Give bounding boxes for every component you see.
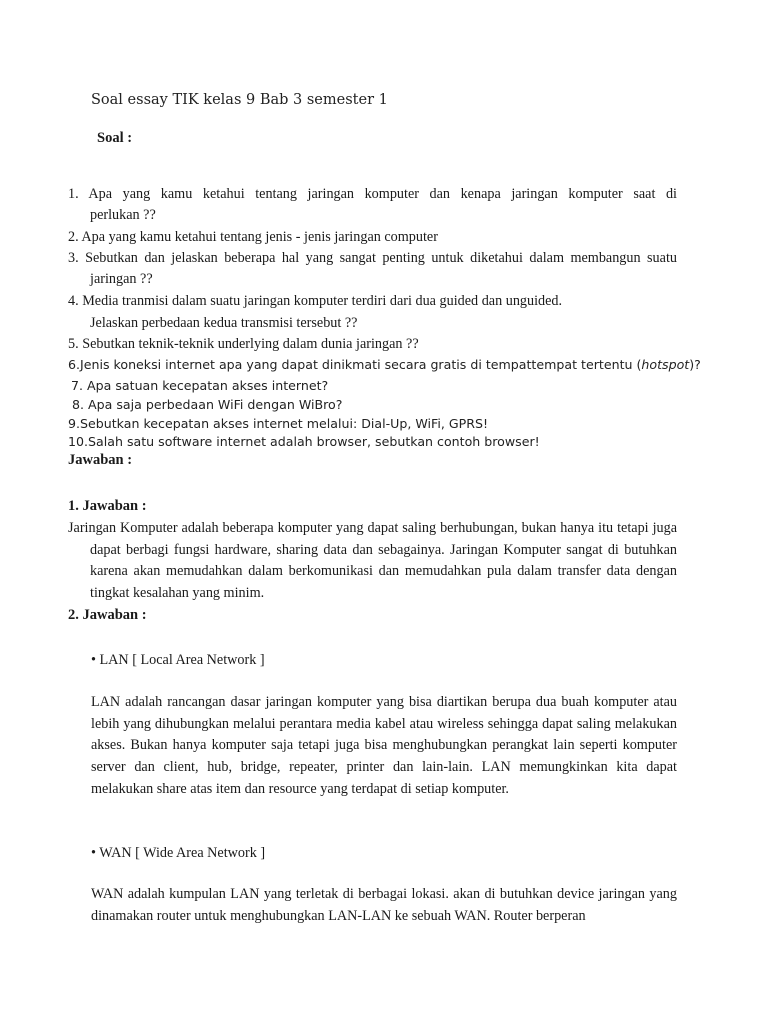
answer-2-heading: 2. Jawaban : <box>68 607 147 623</box>
soal-label: Soal : <box>97 130 133 146</box>
question-1 <box>68 184 677 226</box>
question-3-line-2: jaringan ?? <box>90 271 153 287</box>
question-10: 10.Salah satu software internet adalah browser, sebutkan contoh browser! <box>68 434 540 449</box>
lan-description: LAN adalah rancangan dasar jaringan komputer yang bisa diartikan berupa dua buah komputer atau lebih yang dihubungkan melalui perantara media kabel atau wireless sehingga dapat saling melakukan akses. Bukan hanya komputer saja tetapi juga bisa menghubungkan perangkat lain seperti komputer server dan client, hub, bridge, repeater, printer dan lain-lain. LAN memungkinkan kita dapat melakukan share atas item dan resource yang terdapat di setiap komputer. <box>91 694 677 797</box>
question-6 <box>68 354 701 375</box>
wan-bullet: • WAN [ Wide Area Network ] <box>91 845 266 861</box>
answer-1-body: Jaringan Komputer adalah beberapa komputer yang dapat saling berhubungan, bukan hanya itu tetapi juga dapat berbagi fungsi hardware, sharing data dan sebagainya. Jaringan Komputer sangat di butuhkan karena akan memudahkan dalam berkomunikasi dan memudahkan pula dalam transfer data dengan tingkat kesalahan yang minim. <box>68 520 677 602</box>
answer-1-heading: 1. Jawaban : <box>68 498 147 514</box>
question-3 <box>68 248 677 290</box>
question-6-end: )? <box>689 357 701 372</box>
question-7: 7. Apa satuan kecepatan akses internet? <box>71 378 329 393</box>
question-4-line-1: 4. Media tranmisi dalam suatu jaringan komputer terdiri dari dua guided dan unguided. <box>68 293 563 309</box>
question-6-text: 6.Jenis koneksi internet apa yang dapat dinikmati secara gratis di tempattempat tertentu ( <box>68 357 642 372</box>
answer-1-text <box>68 518 677 605</box>
jawaban-label: Jawaban : <box>68 452 133 468</box>
question-2: 2. Apa yang kamu ketahui tentang jenis - jenis jaringan computer <box>68 229 438 245</box>
question-9: 9.Sebutkan kecepatan akses internet melalui: Dial-Up, WiFi, GPRS! <box>68 416 489 431</box>
question-6-italic: hotspot <box>641 357 690 372</box>
question-1-line-2: perlukan ?? <box>90 207 156 223</box>
lan-bullet: • LAN [ Local Area Network ] <box>91 652 265 668</box>
wan-description: WAN adalah kumpulan LAN yang terletak di berbagai lokasi. akan di butuhkan device jaringan yang dinamakan router untuk menghubungkan LAN-LAN ke sebuah WAN. Router berperan <box>91 886 677 924</box>
question-1-line-1: 1. Apa yang kamu ketahui tentang jaringan komputer dan kenapa jaringan komputer saat di <box>68 186 677 202</box>
question-4-line-2: Jelaskan perbedaan kedua transmisi tersebut ?? <box>90 315 358 331</box>
question-5: 5. Sebutkan teknik-teknik underlying dalam dunia jaringan ?? <box>68 336 419 352</box>
question-3-line-1: 3. Sebutkan dan jelaskan beberapa hal yang sangat penting untuk diketahui dalam membangun suatu <box>68 250 677 266</box>
question-8: 8. Apa saja perbedaan WiFi dengan WiBro? <box>72 397 343 412</box>
document-title: Soal essay TIK kelas 9 Bab 3 semester 1 <box>91 92 388 108</box>
